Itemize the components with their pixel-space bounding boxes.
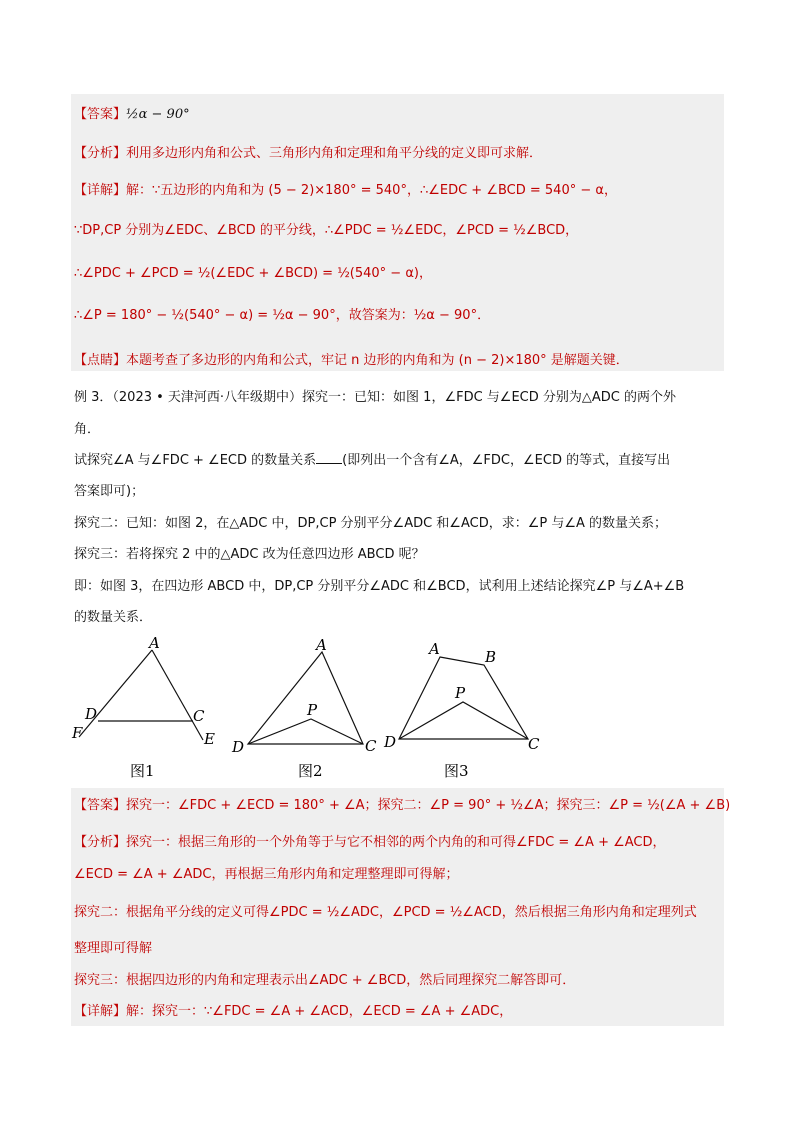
fig2-label-P: P [307, 701, 318, 719]
fig1-label-D: D [85, 705, 98, 723]
fig3-caption: 图3 [444, 762, 469, 780]
question-text-3b: (即列出一个含有∠A，∠FDC，∠ECD 的等式，直接写出 [342, 453, 671, 468]
question-line-2: 角． [74, 422, 101, 437]
fig1-line-AF [79, 650, 152, 737]
fig1-line-AE [152, 650, 203, 740]
analysis-text: 利用多边形内角和公式、三角形内角和定理和角平分线的定义即可求解． [126, 146, 543, 161]
figure-1 [79, 650, 203, 740]
ex3-analysis-line-4: 整理即可得解 [74, 941, 153, 956]
ex3-analysis-text-1: 探究一：根据三角形的一个外角等于与它不相邻的两个内角的和可得∠FDC = ∠A + ∠ACD， [126, 835, 666, 850]
remark-text: 本题考查了多边形的内角和公式，牢记 n 边形的内角和为 (n − 2)×180° 是解题关键． [126, 353, 629, 368]
fig2-label-A: A [316, 636, 327, 654]
remark-line [74, 352, 728, 370]
question-line-5: 探究二：已知：如图 2，在△ADC 中，DP,CP 分别平分∠ADC 和∠ACD，求：∠P 与∠A 的数量关系； [74, 516, 668, 531]
ex3-detail-line-1 [74, 1003, 728, 1021]
answer-tag: 【答案】 [74, 107, 127, 122]
fig2-triangle [248, 652, 363, 744]
fig2-label-D: D [232, 738, 245, 756]
fig3-label-P: P [455, 684, 466, 702]
detail-text-1: 解：∵五边形的内角和为 (5 − 2)×180° = 540°，∴∠EDC + ∠BCD = 540° − α， [126, 183, 617, 198]
detail-line-2: ∵DP,CP 分别为∠EDC、∠BCD 的平分线，∴∠PDC = ½∠EDC，∠PCD = ½∠BCD， [74, 223, 579, 238]
fig1-label-E: E [204, 730, 215, 748]
figure-2 [248, 652, 363, 744]
ex3-analysis-line-3: 探究二：根据角平分线的定义可得∠PDC = ½∠ADC，∠PCD = ½∠ACD，然后根据三角形内角和定理列式 [74, 905, 697, 920]
answer-line [74, 106, 728, 124]
ex3-analysis-line-5: 探究三：根据四边形的内角和定理表示出∠ADC + ∠BCD，然后同理探究二解答即可． [74, 973, 576, 988]
question-line-8: 的数量关系． [74, 610, 153, 625]
question-line-7: 即：如图 3，在四边形 ABCD 中，DP,CP 分别平分∠ADC 和∠BCD，试利用上述结论探究∠P 与∠A+∠B [74, 579, 685, 594]
question-line-1: 例 3．（2023 • 天津河西·八年级期中）探究一：已知：如图 1，∠FDC 与∠ECD 分别为△ADC 的两个外 [74, 390, 677, 405]
ex3-analysis-tag: 【分析】 [74, 835, 127, 850]
detail-tag: 【详解】 [74, 183, 127, 198]
ex3-analysis-line-2: ∠ECD = ∠A + ∠ADC，再根据三角形内角和定理整理即可得解； [74, 867, 459, 882]
question-line-6: 探究三：若将探究 2 中的△ADC 改为任意四边形 ABCD 呢？ [74, 547, 425, 562]
analysis-line [74, 145, 728, 163]
fig3-label-D: D [384, 733, 397, 751]
question-text-3a: 试探究∠A 与∠FDC + ∠ECD 的数量关系 [74, 453, 317, 468]
ex3-detail-tag: 【详解】 [74, 1004, 127, 1019]
ex3-answer-tag: 【答案】 [74, 798, 127, 813]
fig2-label-C: C [365, 737, 377, 755]
question-line-3 [74, 451, 728, 470]
fig1-label-C: C [193, 707, 205, 725]
figures [66, 632, 566, 782]
remark-tag: 【点睛】 [74, 353, 127, 368]
fig1-label-F: F [72, 724, 83, 742]
fig2-caption: 图2 [298, 762, 323, 780]
fig1-caption: 图1 [130, 762, 155, 780]
fig1-label-A: A [149, 634, 160, 652]
ex3-detail-text-1: 解：探究一：∵∠FDC = ∠A + ∠ACD，∠ECD = ∠A + ∠ADC， [126, 1004, 513, 1019]
ex3-analysis-line-1 [74, 834, 728, 852]
fig3-label-B: B [485, 648, 497, 666]
question-line-4: 答案即可)； [74, 484, 145, 499]
fig3-label-C: C [528, 735, 540, 753]
detail-line-3: ∴∠PDC + ∠PCD = ½(∠EDC + ∠BCD) = ½(540° − α)， [74, 266, 432, 281]
answer-text: ½α − 90° [126, 107, 190, 122]
detail-line-1 [74, 182, 728, 200]
ex3-answer-text: 探究一：∠FDC + ∠ECD = 180° + ∠A；探究二：∠P = 90° + ½∠A；探究三：∠P = ½(∠A + ∠B) [126, 798, 731, 813]
analysis-tag: 【分析】 [74, 146, 127, 161]
fig3-label-A: A [429, 640, 440, 658]
detail-line-4: ∴∠P = 180° − ½(540° − α) = ½α − 90°，故答案为：½α − 90°． [74, 308, 491, 323]
answer-blank[interactable] [316, 451, 342, 464]
ex3-answer-line [74, 797, 731, 815]
